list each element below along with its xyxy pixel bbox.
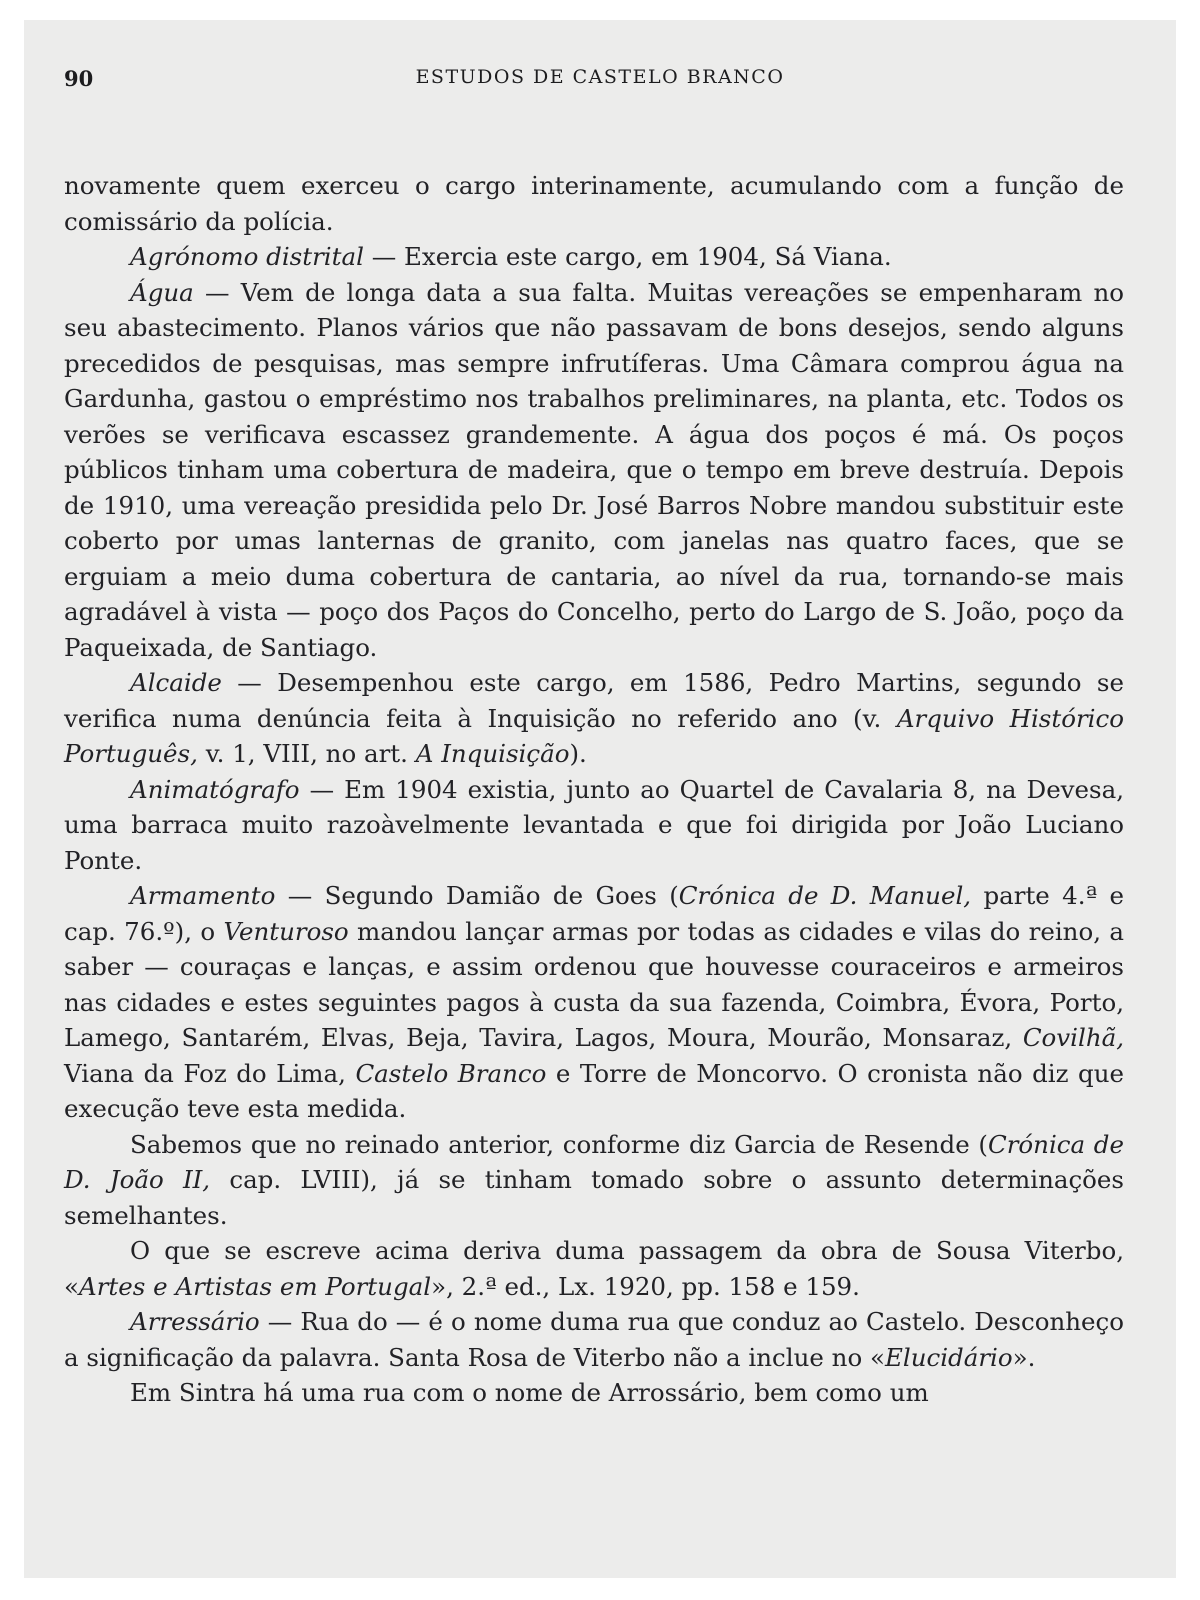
- paragraph-text: O que se escreve acima deriva duma passagem da obra de Sousa Viterbo, «: [64, 1236, 1124, 1301]
- citation-title: Artes e Artistas em Portugal: [79, 1271, 432, 1301]
- entry-agua: [64, 275, 1124, 666]
- entry-armamento: [64, 878, 1124, 1127]
- place-name: Castelo Branco: [355, 1058, 547, 1088]
- entry-term: Água: [130, 277, 194, 307]
- paragraph-text: », 2.ª ed., Lx. 1920, pp. 158 e 159.: [431, 1271, 860, 1301]
- citation-title: Crónica de D. Manuel,: [678, 881, 972, 910]
- citation-title: A Inquisição: [415, 739, 570, 768]
- entry-text: Segundo Damião de Goes (: [324, 881, 679, 910]
- paragraph-continuation: [64, 168, 1124, 239]
- entry-text: ».: [1012, 1342, 1036, 1372]
- citation-title: Crónica de D. João II,: [64, 1129, 1124, 1194]
- book-page: [24, 20, 1176, 1578]
- entry-text: ).: [569, 739, 587, 768]
- entry-text: Exercia este cargo, em 1904, Sá Viana.: [404, 242, 892, 271]
- place-name: Covilhã,: [1022, 1023, 1124, 1052]
- paragraph-text: cap. LVIII), já se tinham tomado sobre o assunto determinações semelhantes.: [64, 1165, 1124, 1230]
- entry-term: Arressário: [130, 1307, 260, 1336]
- citation-title: Arquivo Histórico Português,: [64, 703, 1124, 768]
- entry-text: e Torre de Moncorvo. O cronista não diz que execução teve esta medida.: [64, 1058, 1124, 1123]
- entry-term: Alcaide: [130, 668, 222, 697]
- entry-agronomo-distrital: [64, 239, 1124, 275]
- entry-text: parte 4.ª e cap. 76.º), o: [64, 881, 1125, 946]
- paragraph-text: Sabemos que no reinado anterior, conforme diz Garcia de Resende (: [130, 1129, 988, 1159]
- text-body: [64, 168, 1124, 1411]
- em-dash: —: [193, 277, 241, 307]
- entry-text: v. 1, VIII, no art.: [197, 739, 416, 768]
- entry-term: Agrónomo distrital: [130, 242, 364, 271]
- running-head: [64, 66, 1136, 98]
- em-dash: —: [221, 668, 278, 697]
- em-dash: —: [259, 1307, 301, 1336]
- entry-text: mandou lançar armas por todas as cidades e vilas do reino, a saber — couraças e lanças, e assim ordenou que houvesse couraceiros e armeiros nas cidades e estes seguintes pagos à custa da sua fazenda, Coimbra, Évora, Porto, Lamego, Santarém, Elvas, Beja, Tavira, Lagos, Moura, Mourão, Monsaraz,: [64, 916, 1124, 1052]
- entry-text: Viana da Foz do Lima,: [64, 1058, 356, 1088]
- epithet: Venturoso: [223, 916, 349, 946]
- entry-text: Rua do — é o nome duma rua que conduz ao Castelo. Desconheço a significação da palavra. Santa Rosa de Viterbo não a inclue no «: [64, 1307, 1124, 1372]
- entry-term: Armamento: [130, 881, 276, 910]
- em-dash: —: [299, 774, 345, 804]
- em-dash: —: [275, 881, 325, 910]
- entry-text: Em 1904 existia, junto ao Quartel de Cavalaria 8, na Devesa, uma barraca muito razoàvelmente levantada e que foi dirigida por João Luciano Ponte.: [64, 774, 1124, 875]
- entry-arressario: [64, 1304, 1124, 1375]
- entry-term: Animatógrafo: [130, 774, 300, 804]
- entry-text: Vem de longa data a sua falta. Muitas vereações se empenharam no seu abastecimento. Planos vários que não passavam de bons desejos, sendo alguns precedidos de pesquisas, mas sempre infrutíferas. Uma Câmara comprou água na Gardunha, gastou o empréstimo nos trabalhos preliminares, na planta, etc. Todos os verões se verificava escassez grandemente. A água dos poços é má. Os poços públicos tinham uma cobertura de madeira, que o tempo em breve destruía. Depois de 1910, uma vereação presidida pelo Dr. José Barros Nobre mandou substituir este coberto por umas lanternas de granito, com janelas nas quatro faces, que se erguiam a meio duma cobertura de cantaria, ao nível da rua, tornando-se mais agradável à vista — poço dos Paços do Concelho, perto do Largo de S. João, poço da Paqueixada, de Santiago.: [64, 277, 1124, 662]
- paragraph-sousa-viterbo: [64, 1233, 1124, 1304]
- citation-title: Elucidário: [884, 1342, 1013, 1372]
- paragraph-text: novamente quem exerceu o cargo interinamente, acumulando com a função de comissário da polícia.: [64, 171, 1124, 236]
- page-number: 90: [64, 66, 94, 91]
- entry-animatografo: [64, 772, 1124, 879]
- running-title: ESTUDOS DE CASTELO BRANCO: [415, 66, 785, 88]
- entry-alcaide: [64, 665, 1124, 772]
- paragraph-garcia-de-resende: [64, 1127, 1124, 1234]
- paragraph-sintra: [64, 1375, 1124, 1411]
- paragraph-text: Em Sintra há uma rua com o nome de Arrossário, bem como um: [130, 1378, 929, 1407]
- entry-text: Desempenhou este cargo, em 1586, Pedro Martins, segundo se verifica numa denúncia feita à Inquisição no referido ano (v.: [64, 668, 1124, 733]
- em-dash: —: [363, 242, 404, 271]
